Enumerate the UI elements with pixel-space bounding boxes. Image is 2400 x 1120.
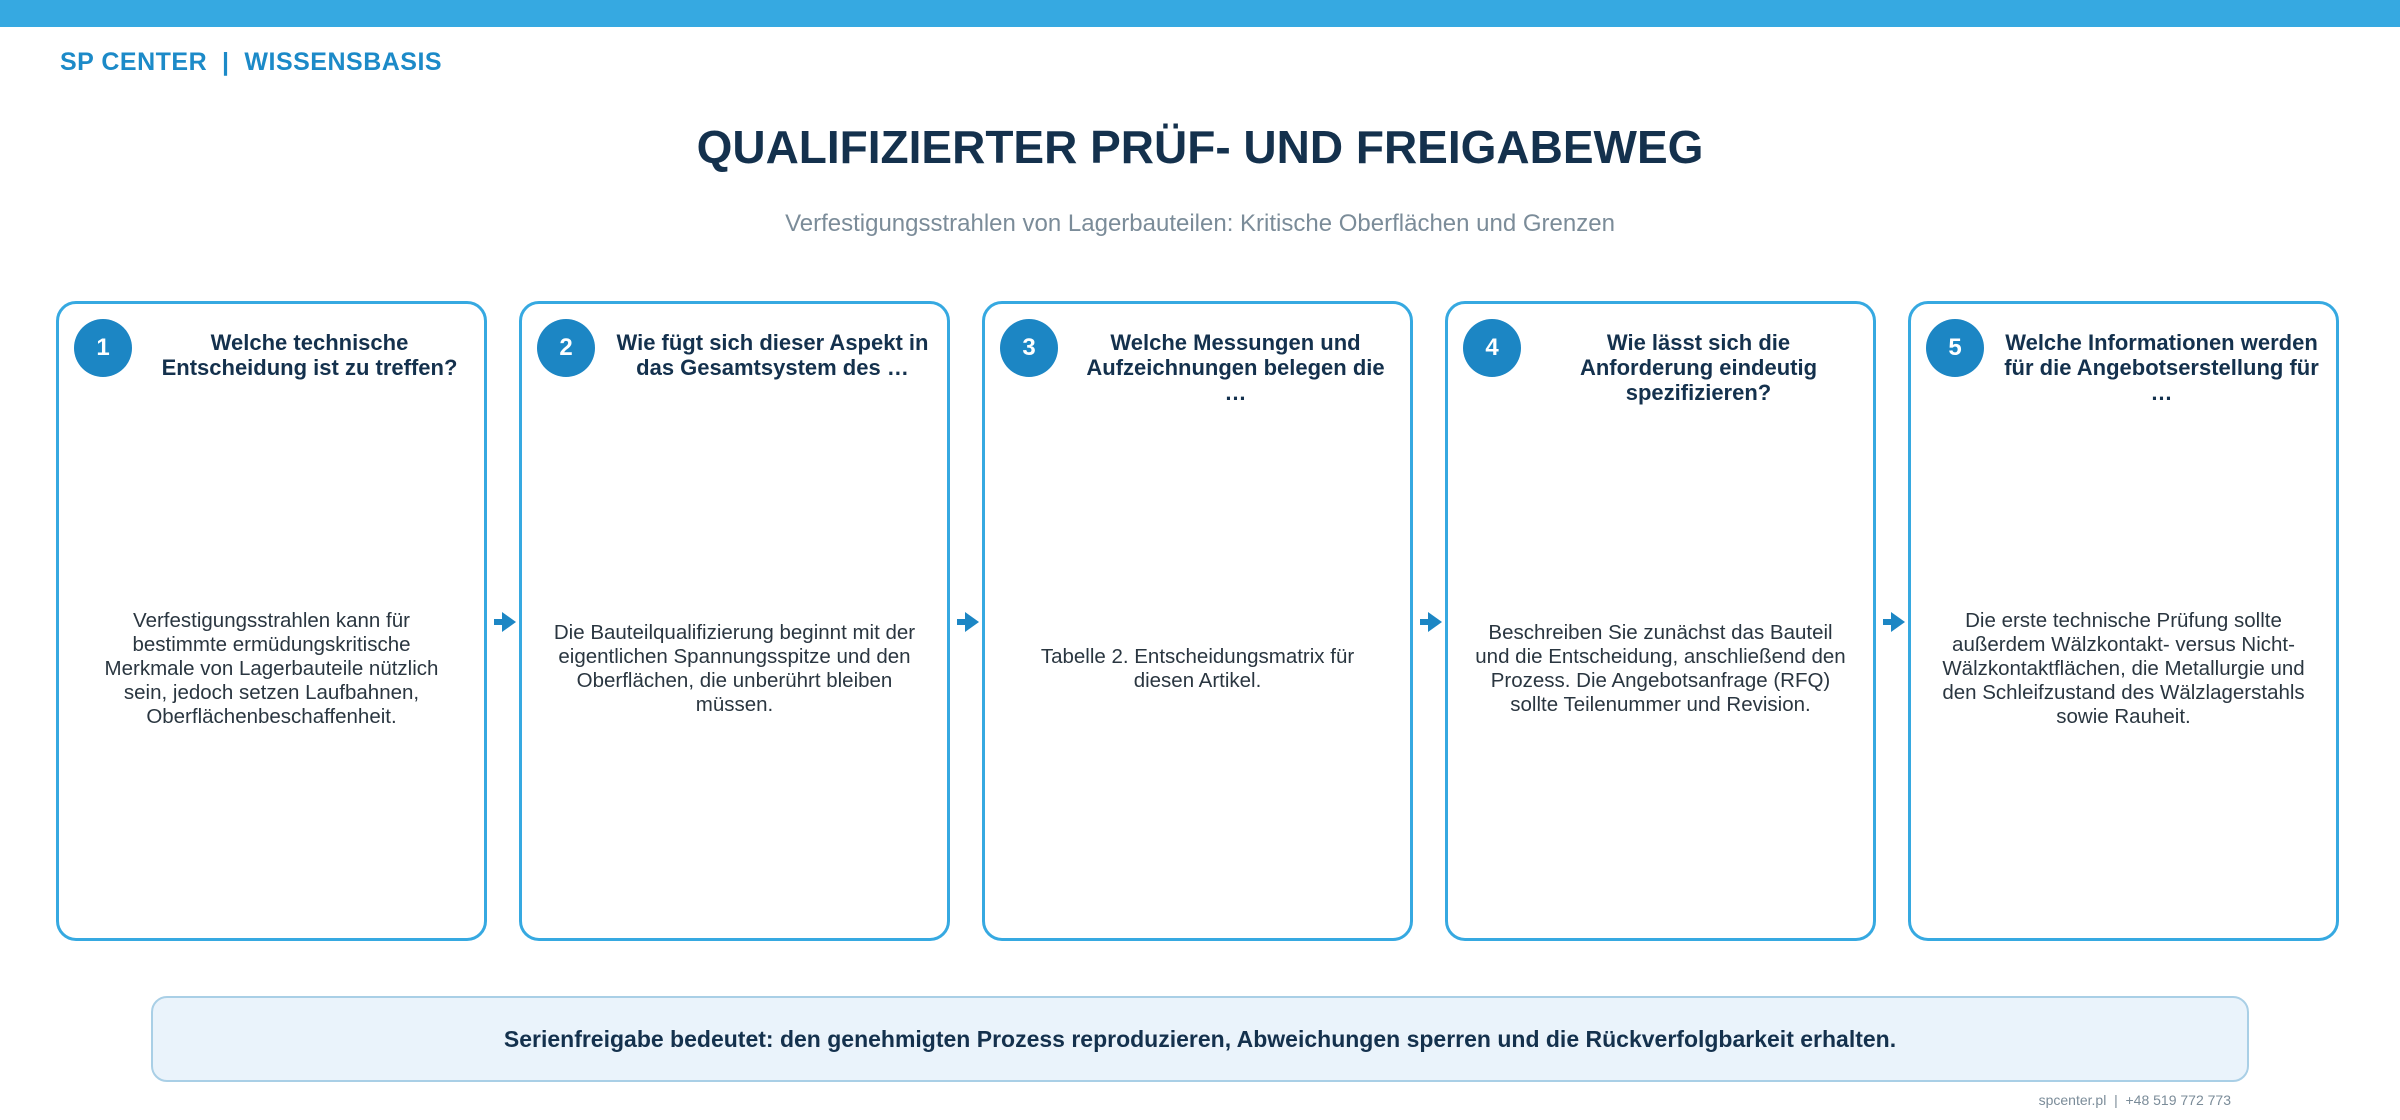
step-number-badge: 1 <box>74 319 132 377</box>
step-title: Welche Informationen werden für die Angebotserstellung für … <box>2004 330 2319 405</box>
step-description: Die erste technische Prüfung sollte außerdem Wälzkontakt- versus Nicht-Wälzkontaktflächen, die Metallurgie und den Schleifzustand des Wälzlagerstahls sowie Rauheit. <box>1942 609 2305 728</box>
step-title: Welche Messungen und Aufzeichnungen belegen die … <box>1086 330 1385 405</box>
step-title: Welche technische Entscheidung ist zu treffen? <box>161 330 458 380</box>
step-description: Tabelle 2. Entscheidungsmatrix für diesen Artikel. <box>1040 645 1355 692</box>
step-number-badge: 5 <box>1926 319 1984 377</box>
summary-banner-text: Serienfreigabe bedeutet: den genehmigten Prozess reproduzieren, Abweichungen sperren und die Rückverfolgbarkeit erhalten. <box>503 1025 1897 1052</box>
step-description: Die Bauteilqualifizierung beginnt mit der eigentlichen Spannungsspitze und den Oberflächen, die unberührt bleiben müssen. <box>553 621 916 716</box>
step-number-badge: 4 <box>1463 319 1521 377</box>
summary-banner <box>151 996 2249 1082</box>
step-description: Verfestigungsstrahlen kann für bestimmte ermüdungskritische Merkmale von Lagerbauteile nützlich sein, jedoch setzen Laufbahnen, Oberflächenbeschaffenheit. <box>104 609 439 728</box>
step-card-3 <box>982 301 1413 941</box>
step-card-5 <box>1908 301 2339 941</box>
page-subtitle: Verfestigungsstrahlen von Lagerbauteilen: Kritische Oberflächen und Grenzen <box>785 210 1615 237</box>
arrow-right-icon <box>494 609 516 635</box>
step-title: Wie fügt sich dieser Aspekt in das Gesamtsystem des … <box>616 330 929 380</box>
step-card-2 <box>519 301 950 941</box>
arrow-right-icon <box>1420 609 1442 635</box>
arrow-right-icon <box>1883 609 1905 635</box>
footer-contact: spcenter.pl | +48 519 772 773 <box>2038 1092 2231 1108</box>
step-title: Wie lässt sich die Anforderung eindeutig spezifizieren? <box>1579 330 1818 405</box>
step-card-1 <box>56 301 487 941</box>
arrow-right-icon <box>957 609 979 635</box>
brand-header[interactable]: SP CENTER | WISSENSBASIS <box>60 48 443 76</box>
page-title: QUALIFIZIERTER PRÜF- UND FREIGABEWEG <box>696 121 1704 173</box>
step-description: Beschreiben Sie zunächst das Bauteil und die Entscheidung, anschließend den Prozess. Die Angebotsanfrage (RFQ) sollte Teilenummer und Revision. <box>1475 621 1846 716</box>
step-number-badge: 2 <box>537 319 595 377</box>
step-number-badge: 3 <box>1000 319 1058 377</box>
step-card-4 <box>1445 301 1876 941</box>
top-accent-bar <box>0 0 2400 27</box>
